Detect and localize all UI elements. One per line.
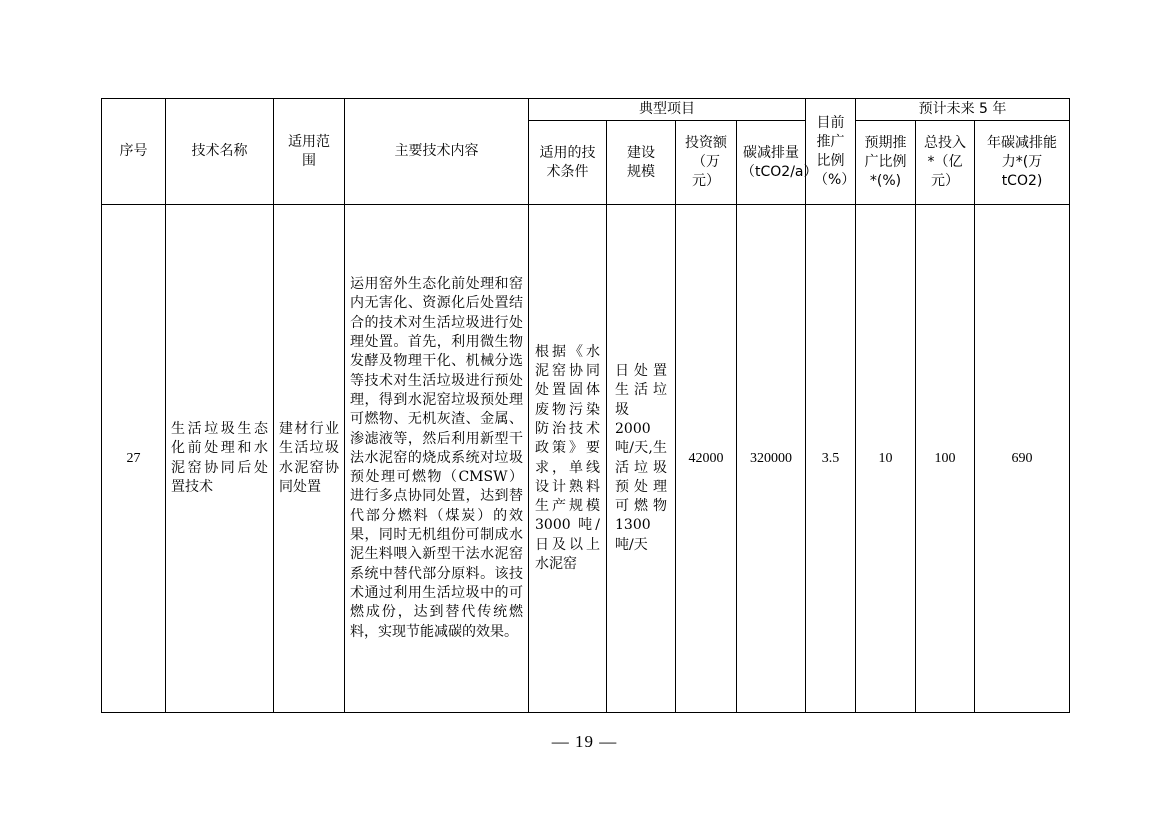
header-scale: 建设规模 [607, 121, 676, 205]
header-carbon-reduction: 碳减排量（tCO2/a） [737, 121, 806, 205]
header-annual-reduction: 年碳减排能力*(万 tCO2) [975, 121, 1070, 205]
cell-seq: 27 [102, 205, 166, 713]
cell-content: 运用窑外生态化前处理和窑内无害化、资源化后处置结合的技术对生活垃圾进行处理处置。首先，利用微生物发酵及物理干化、机械分选等技术对生活垃圾进行预处理，得到水泥窑垃圾预处理可燃物、无机灰渣、金属、渗滤液等，然后利用新型干法水泥窑的烧成系统对垃圾预处理可燃物（CMSW）进行多点协同处置，达到替代部分燃料（煤炭）的效果，同时无机组份可制成水泥生料喂入新型干法水泥窑系统中替代部分原料。该技术通过利用生活垃圾中的可燃成份，达到替代传统燃料，实现节能减碳的效果。 [345, 205, 529, 713]
header-scope: 适用范围 [274, 99, 345, 205]
header-conditions: 适用的技术条件 [529, 121, 607, 205]
cell-total-investment: 100 [916, 205, 975, 713]
header-current-ratio: 目前推广比例（%） [806, 99, 856, 205]
cell-conditions: 根据《水泥窑协同处置固体废物污染防治技术政策》要求，单线设计熟料生产规模 3000 吨/日及以上水泥窑 [529, 205, 607, 713]
header-total-investment: 总投入*（亿元） [916, 121, 975, 205]
technology-table [101, 98, 1070, 713]
cell-tech-name: 生活垃圾生态化前处理和水泥窑协同后处置技术 [166, 205, 274, 713]
header-typical-project: 典型项目 [529, 99, 806, 121]
cell-annual-reduction: 690 [975, 205, 1070, 713]
header-expected-ratio: 预期推广比例*(%) [856, 121, 916, 205]
cell-expected-ratio: 10 [856, 205, 916, 713]
page-number: — 19 — [551, 732, 618, 751]
header-investment: 投资额（万元） [676, 121, 737, 205]
cell-current-ratio: 3.5 [806, 205, 856, 713]
cell-carbon-reduction: 320000 [737, 205, 806, 713]
header-content: 主要技术内容 [345, 99, 529, 205]
header-forecast: 预计未来 5 年 [856, 99, 1070, 121]
table-row [102, 205, 1070, 713]
cell-investment: 42000 [676, 205, 737, 713]
cell-scope: 建材行业生活垃圾水泥窑协同处置 [274, 205, 345, 713]
header-seq: 序号 [102, 99, 166, 205]
header-tech-name: 技术名称 [166, 99, 274, 205]
cell-scale: 日处置生活垃圾 2000 吨/天,生活垃圾预处理可燃物 1300 吨/天 [607, 205, 676, 713]
